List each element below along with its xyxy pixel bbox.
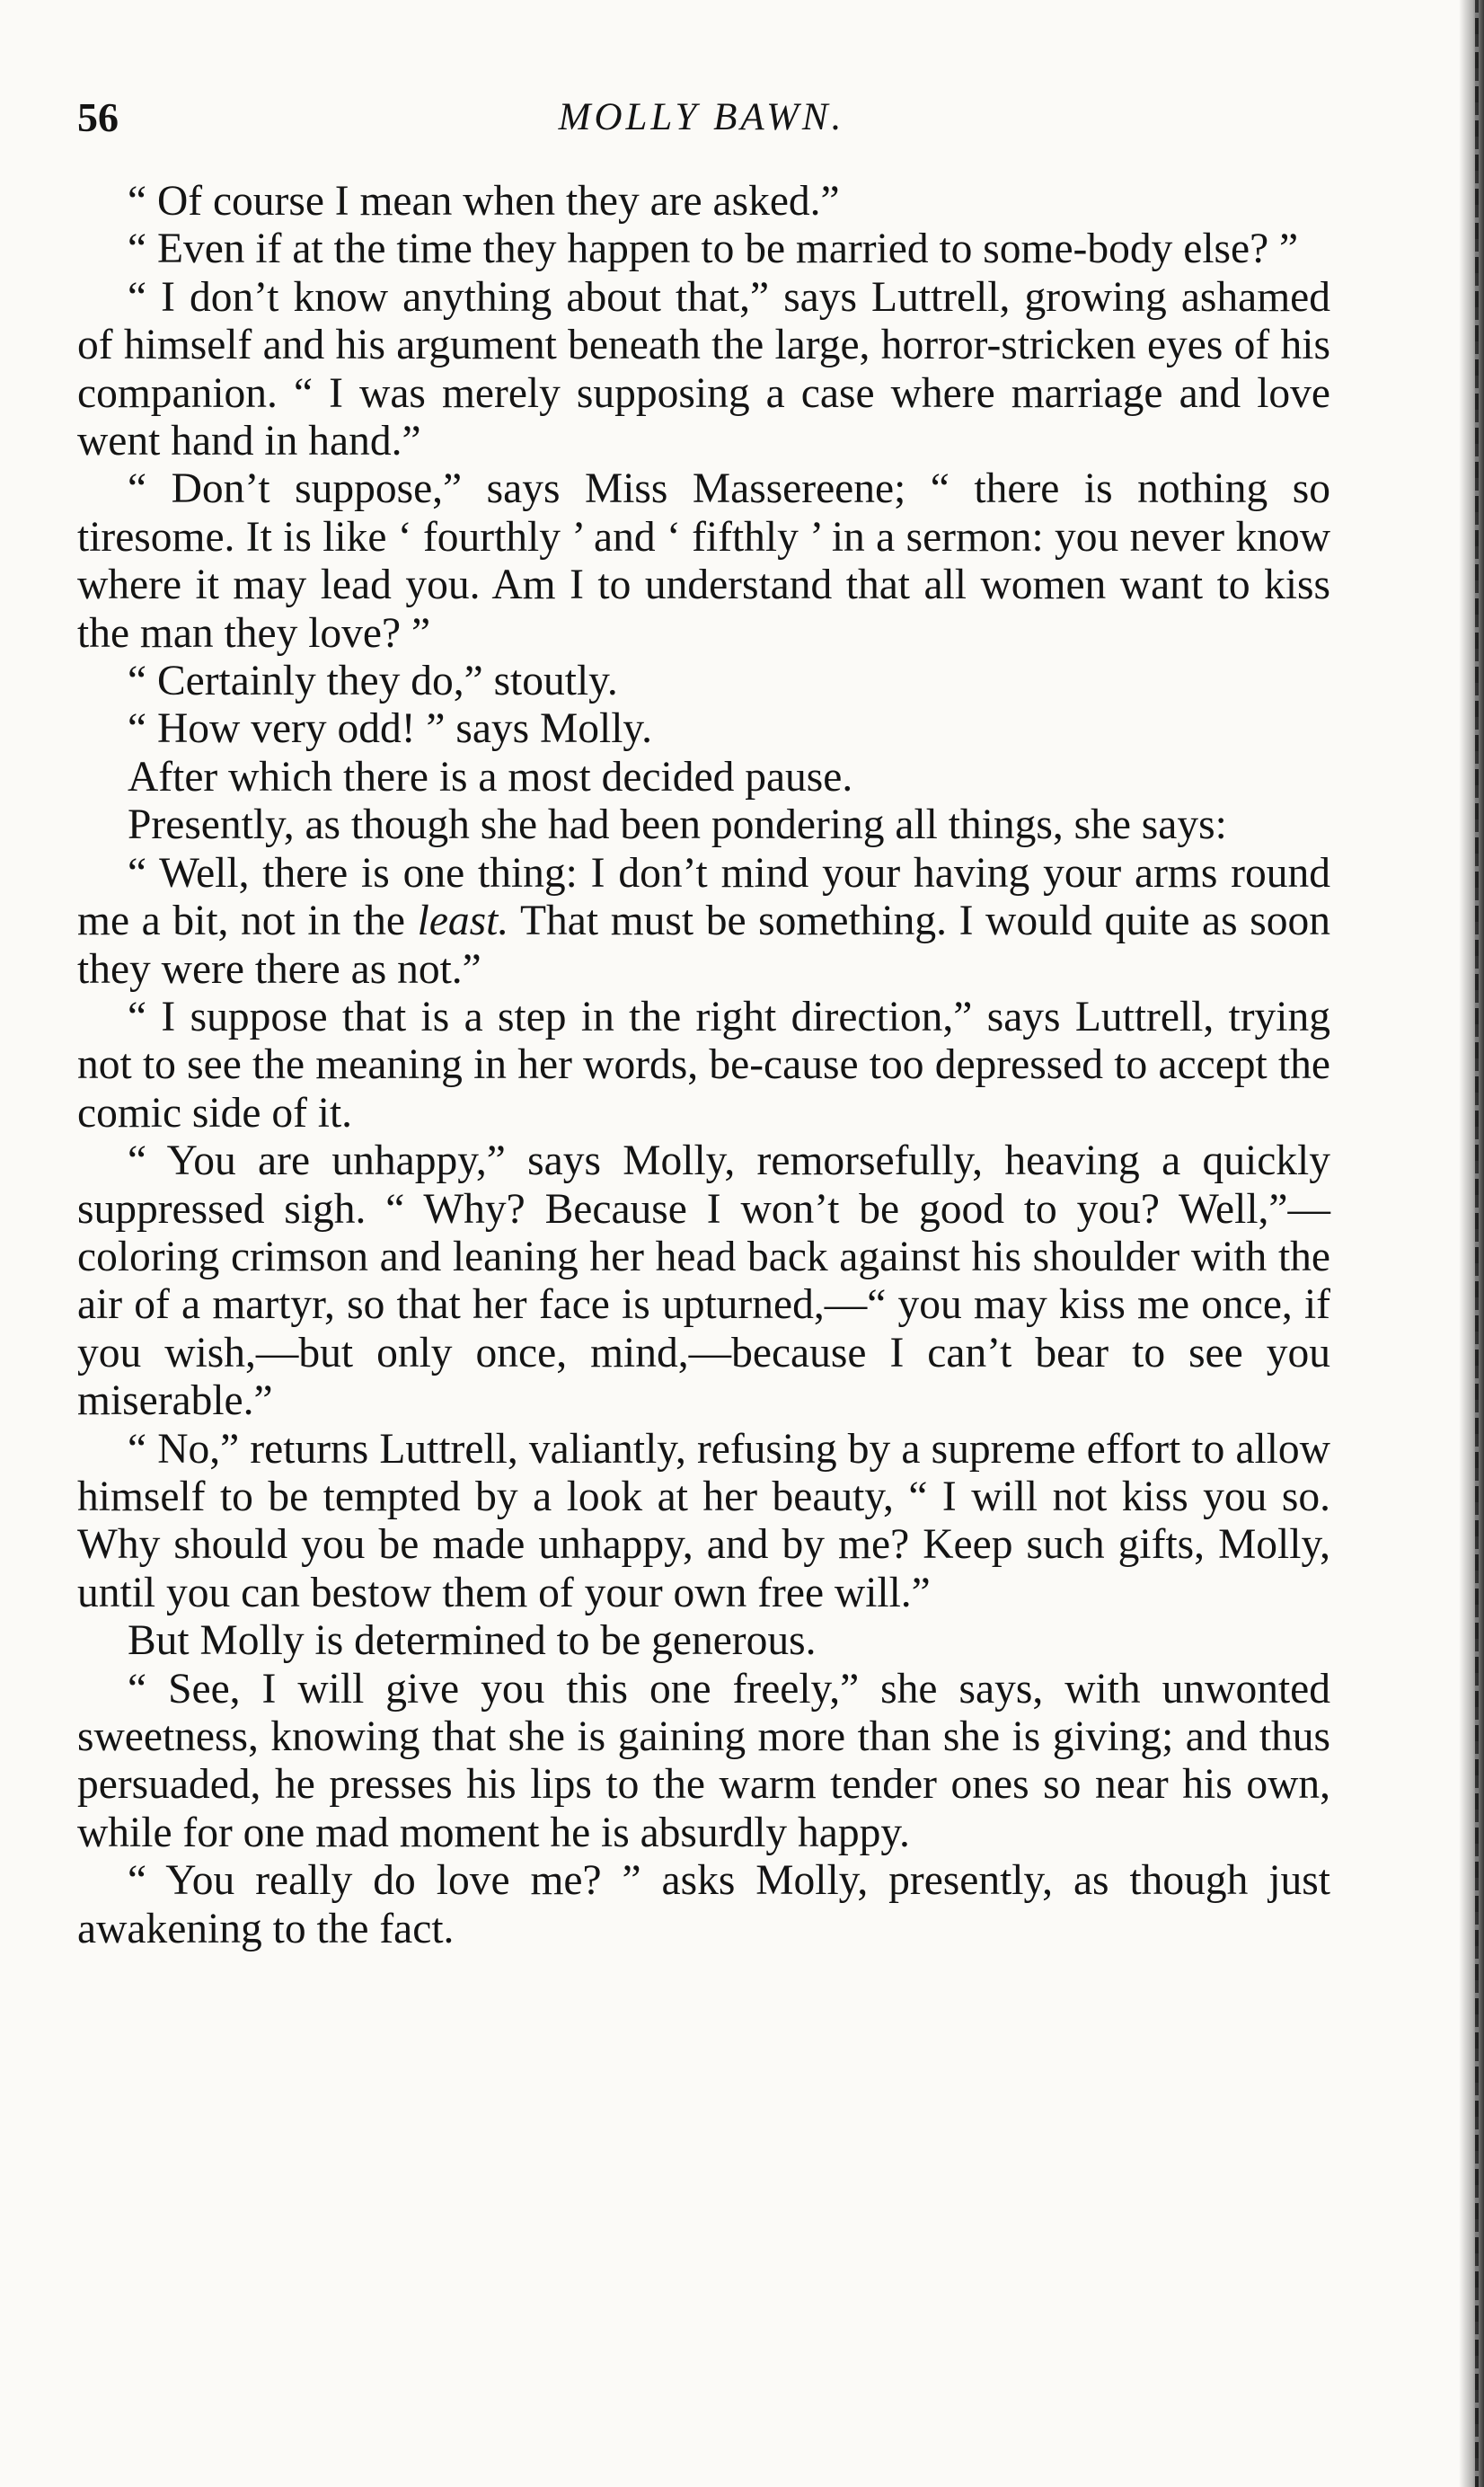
paragraph: “ How very odd! ” says Molly. <box>128 705 652 753</box>
paragraph <box>77 850 1330 994</box>
paragraph: “ Of course I mean when they are asked.” <box>128 178 840 225</box>
paragraph-text: That must be something. I would quite as soon they were there as not.” <box>77 898 1331 993</box>
body-text <box>77 178 1330 1953</box>
paragraph: “ No,” returns Luttrell, valiantly, refusing by a supreme effort to allow himself to be tempted by a look at her beauty, “ I will not kiss you so. Why should you be made unhappy, and by me? Keep such gifts, Molly, until you can bestow them of your own free will.” <box>77 1425 1330 1616</box>
paragraph: “ You really do love me? ” asks Molly, presently, as though just awakening to the fact. <box>77 1857 1330 1952</box>
paragraph: “ Don’t suppose,” says Miss Massereene; “ there is nothing so tiresome. It is like ‘ fourthly ’ and ‘ fifthly ’ in a sermon: you never know where it may lead you. Am I to understand that all women want to kiss the man they love? ” <box>77 465 1330 657</box>
paragraph-text: “ Well, there is one thing: I don’t mind your having your arms round me a bit, not in the <box>77 849 1330 945</box>
page-header <box>77 93 1326 156</box>
paragraph: “ Even if at the time they happen to be married to some-body else? ” <box>128 226 1299 273</box>
paragraph: “ You are unhappy,” says Molly, remorsefully, heaving a quickly suppressed sigh. “ Why? Because I won’t be good to you? Well,”—coloring crimson and leaning her head back against his shoulder with the air of a martyr, so that her face is upturned,—“ you may kiss me once, if you wish,—but only once, mind,—because I can’t bear to see you miserable.” <box>77 1137 1330 1425</box>
paragraph: “ I don’t know anything about that,” says Luttrell, growing ashamed of himself and his argument beneath the large, horror-stricken eyes of his companion. “ I was merely supposing a case where marriage and love went hand in hand.” <box>77 273 1330 465</box>
page-edge-binding <box>1475 0 1479 2487</box>
page-number: 56 <box>77 94 119 140</box>
paragraph: After which there is a most decided pause. <box>128 753 853 801</box>
paragraph: But Molly is determined to be generous. <box>128 1617 817 1665</box>
page-edge-shadow <box>1459 0 1484 2487</box>
paragraph: “ I suppose that is a step in the right direction,” says Luttrell, trying not to see the meaning in her words, be-cause too depressed to accept the comic side of it. <box>77 993 1330 1137</box>
paragraph: “ Certainly they do,” stoutly. <box>128 658 618 705</box>
paragraph: “ See, I will give you this one freely,” she says, with unwonted sweetness, knowing that she is gaining more than she is giving; and thus persuaded, he presses his lips to the warm tender ones so near his own, while for one mad moment he is absurdly happy. <box>77 1665 1330 1856</box>
running-title: MOLLY BAWN. <box>558 96 845 138</box>
paragraph: Presently, as though she had been pondering all things, she says: <box>128 801 1227 849</box>
emphasis-text: least. <box>417 898 509 945</box>
